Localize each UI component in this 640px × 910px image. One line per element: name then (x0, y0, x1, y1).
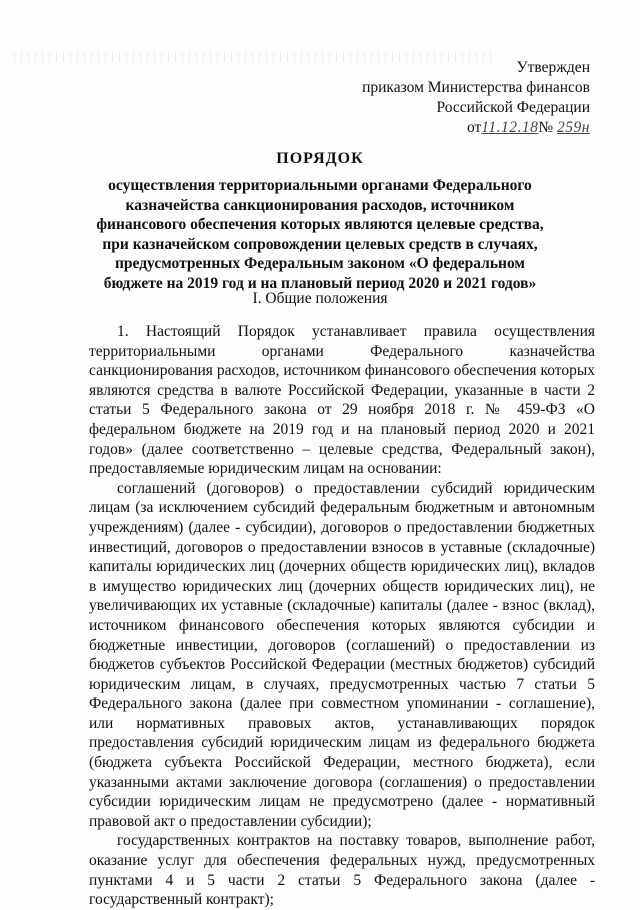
order-date: 11.12.18 (481, 119, 539, 136)
document-body (89, 322, 595, 910)
paragraph: 1. Настоящий Порядок устанавливает правила осуществления территориальными органами Федерального казначейства санкционирования расходов, источником финансового обеспечения которых являются средства в валюте Российской Федерации, указанные в части 2 статьи 5 Федерального закона от 29 ноября 2018 г. № 459-ФЗ «О федеральном бюджете на 2019 год и на плановый период 2020 и 2021 годов» (далее соответственно – целевые средства, Федеральный закон), предоставляемые юридическим лицам на основании: (89, 323, 595, 478)
order-number: 259н (557, 119, 590, 136)
section-heading: I. Общие положения (252, 290, 388, 307)
document-title: ПОРЯДОК (276, 150, 364, 167)
approval-line-order: приказом Министерства финансов (362, 79, 590, 96)
approval-line-federation: Российской Федерации (436, 99, 590, 116)
paragraph: соглашений (договоров) о предоставлении субсидий юридическим лицам (за исключением субсидий федеральным бюджетным и автономным учреждениям) (далее - субсидии), договоров о предоставлении бюджетных инвестиций, договоров о предоставлении взносов в уставные (складочные) капиталы юридических лиц (дочерних обществ юридических лиц), вкладов в имущество юридических лиц (дочерних обществ юридических лиц), не увеличивающих их уставные (складочные) капиталы (далее - взнос (вклад), источником финансового обеспечения которых являются субсидии и бюджетные инвестиции, договоров (соглашений) о предоставлении из бюджетов субъектов Российской Федерации (местных бюджетов) субсидий юридическим лицам, в случаях, предусмотренных частью 7 статьи 5 Федерального закона (далее при совместном упоминании - соглашение), или нормативных правовых актов, устанавливающих порядок предоставления субсидий юридическим лицам из федерального бюджета (бюджета субъекта Российской Федерации, местного бюджета), если указанными актами заключение договора (соглашения) о предоставлении субсидии юридическим лицам не предусмотрено (далее - нормативный правовой акт о предоставлении субсидии); (89, 479, 595, 830)
approval-line-approved: Утвержден (516, 59, 590, 76)
date-prefix: от (466, 119, 482, 136)
approval-line-date-number (362, 118, 590, 138)
paragraph: государственных контрактов на поставку товаров, выполнение работ, оказание услуг для обеспечения федеральных нужд, предусмотренных пунктами 4 и 5 части 2 статьи 5 Федерального закона (далее - государственный контракт); (89, 832, 595, 909)
document-subtitle: осуществления территориальными органами Федерального казначейства санкционирования расходов, источником финансового обеспечения которых являются целевые средства, при казначейском сопровождении целевых средств в случаях, предусмотренных Федеральным законом «О федеральном бюджете на 2019 год и на плановый период 2020 и 2021 годов» (96, 177, 544, 292)
approval-stamp-block (362, 58, 590, 138)
number-prefix: № (538, 119, 554, 136)
